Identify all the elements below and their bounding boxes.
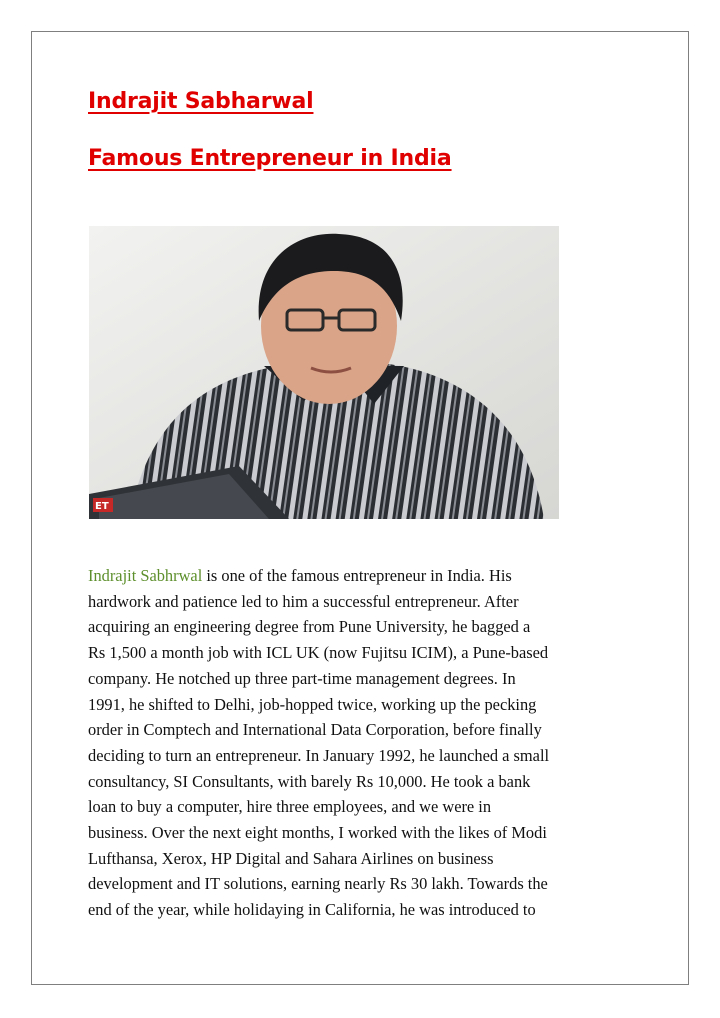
body-line: acquiring an engineering degree from Pune University, he bagged a (88, 617, 531, 637)
body-line-0: is one of the famous entrepreneur in India. His (202, 566, 512, 585)
page-title: Indrajit Sabharwal (88, 89, 314, 114)
body-line: deciding to turn an entrepreneur. In January 1992, he launched a small (88, 745, 550, 765)
body-line: business. Over the next eight months, I worked with the likes of Modi (88, 823, 547, 843)
body-line: Lufthansa, Xerox, HP Digital and Sahara Airlines on business (88, 848, 494, 868)
body-line: consultancy, SI Consultants, with barely Rs 10,000. He took a bank (88, 771, 531, 791)
article-body (88, 563, 638, 923)
body-line: company. He notched up three part-time management degrees. In (88, 668, 516, 688)
body-line: Rs 1,500 a month job with ICL UK (now Fujitsu ICIM), a Pune-based (88, 643, 549, 663)
body-line: loan to buy a computer, hire three employees, and we were in (88, 797, 492, 817)
page-subtitle: Famous Entrepreneur in India (88, 146, 452, 171)
person-link[interactable]: Indrajit Sabhrwal (88, 566, 203, 585)
body-line: 1991, he shifted to Delhi, job-hopped twice, working up the pecking (88, 694, 537, 714)
body-line: hardwork and patience led to him a successful entrepreneur. After (88, 591, 519, 611)
body-line: development and IT solutions, earning nearly Rs 30 lakh. Towards the (88, 874, 548, 894)
body-line: order in Comptech and International Data Corporation, before finally (88, 720, 542, 740)
et-logo: ET (95, 501, 109, 512)
portrait-photo (89, 226, 559, 519)
body-line: end of the year, while holidaying in California, he was introduced to (88, 900, 536, 920)
